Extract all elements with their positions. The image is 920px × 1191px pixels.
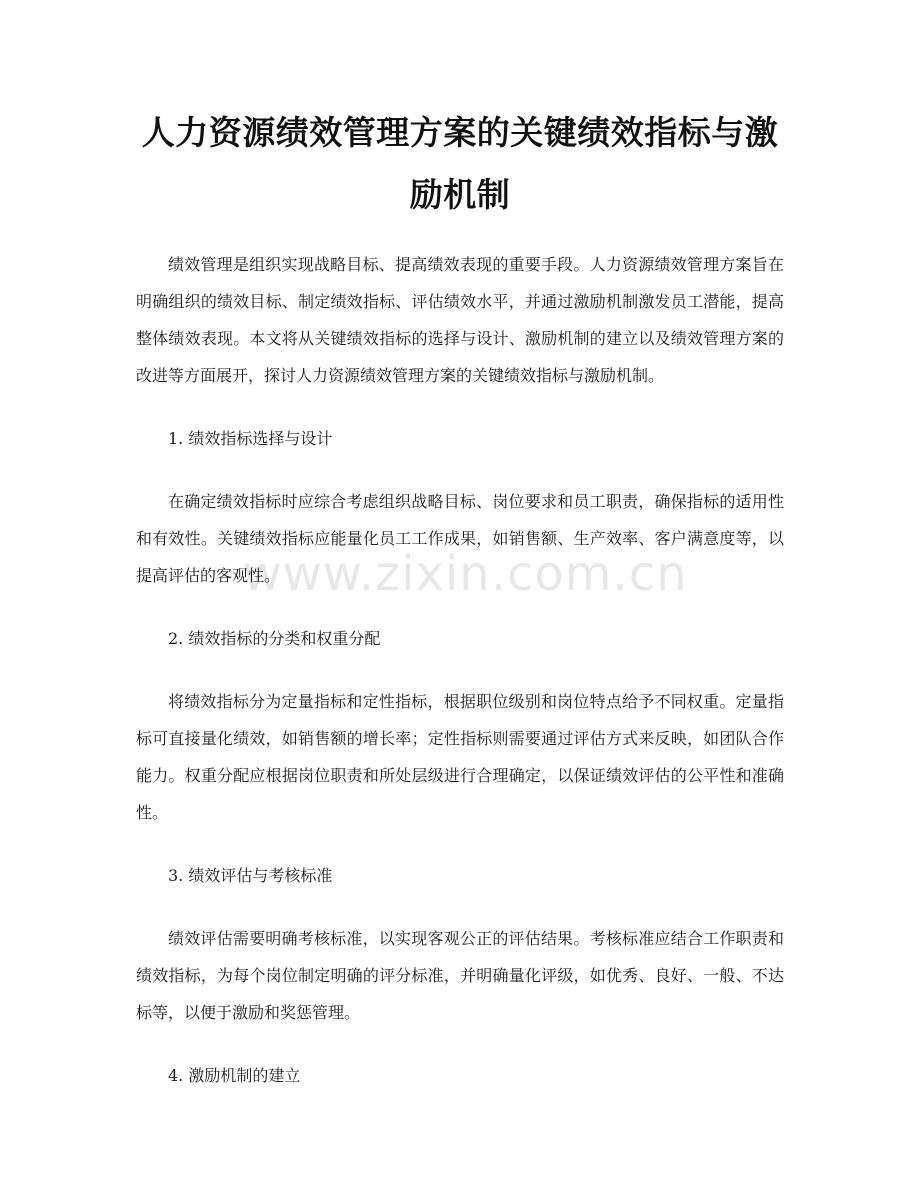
section-heading-2: 2. 绩效指标的分类和权重分配 bbox=[168, 629, 381, 648]
section-body-1: 在确定绩效指标时应综合考虑组织战略目标、岗位要求和员工职责，确保指标的适用性和有效性。关键绩效指标应能量化员工工作成果，如销售额、生产效率、客户满意度等，以提高评估的客观性。 bbox=[136, 492, 784, 585]
section-heading-4: 4. 激励机制的建立 bbox=[168, 1066, 301, 1085]
section-body-3: 绩效评估需要明确考核标准，以实现客观公正的评估结果。考核标准应结合工作职责和绩效指标，为每个岗位制定明确的评分标准，并明确量化评级，如优秀、良好、一般、不达标等，以便于激励和奖惩管理。 bbox=[136, 929, 784, 1022]
intro-paragraph: 绩效管理是组织实现战略目标、提高绩效表现的重要手段。人力资源绩效管理方案旨在明确组织的绩效目标、制定绩效指标、评估绩效水平，并通过激励机制激发员工潜能，提高整体绩效表现。本文将从关键绩效指标的选择与设计、激励机制的建立以及绩效管理方案的改进等方面展开，探讨人力资源绩效管理方案的关键绩效指标与激励机制。 bbox=[136, 255, 784, 385]
section-heading-1: 1. 绩效指标选择与设计 bbox=[168, 429, 333, 448]
document-body bbox=[136, 246, 784, 1094]
section-heading-3: 3. 绩效评估与考核标准 bbox=[168, 866, 333, 885]
section-body-2: 将绩效指标分为定量指标和定性指标，根据职位级别和岗位特点给予不同权重。定量指标可直接量化绩效，如销售额的增长率；定性指标则需要通过评估方式来反映，如团队合作能力。权重分配应根据岗位职责和所处层级进行合理确定，以保证绩效评估的公平性和准确性。 bbox=[136, 692, 784, 822]
document-title: 人力资源绩效管理方案的关键绩效指标与激励机制 bbox=[141, 113, 779, 214]
watermark: www.zixin.com.cn bbox=[242, 546, 688, 602]
